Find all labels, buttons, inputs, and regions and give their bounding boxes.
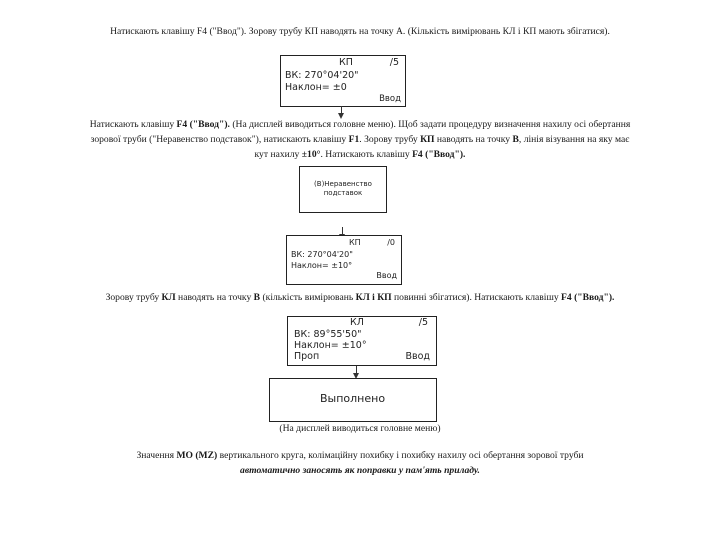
face-label: КП bbox=[349, 238, 361, 247]
page-indicator: /0 bbox=[387, 238, 395, 247]
softkey-enter[interactable]: Ввод bbox=[376, 271, 397, 280]
softkey-enter[interactable]: Ввод bbox=[379, 94, 401, 104]
vertical-angle-readout: ВК: 270°04'20" bbox=[291, 250, 353, 259]
display-screen-2-menu bbox=[299, 166, 387, 213]
display-screen-3 bbox=[286, 235, 402, 285]
flow-arrow-1 bbox=[341, 106, 342, 114]
display-screen-4 bbox=[287, 316, 437, 366]
main-menu-note: (На дисплей виводиться головне меню) bbox=[279, 423, 441, 434]
display-screen-5-done bbox=[269, 378, 437, 422]
inclination-readout: Наклон= ±0 bbox=[285, 82, 347, 93]
menu-option-line-2: подставок bbox=[323, 189, 363, 197]
conclusion-italic-line: автоматично заносять як поправки у пам'ять приладу. bbox=[240, 465, 480, 476]
instruction-paragraph-3: Зорову трубу КЛ наводять на точку B (кількість вимірювань КЛ і КП повинні збігатися). Натискають клавішу F4 ("Ввод"). bbox=[105, 292, 615, 303]
softkey-enter[interactable]: Ввод bbox=[405, 351, 430, 362]
flow-arrow-3 bbox=[356, 366, 357, 374]
vertical-angle-readout: ВК: 270°04'20" bbox=[285, 70, 359, 81]
completed-message: Выполнено bbox=[320, 392, 386, 405]
conclusion-paragraph: Значення MO (MZ) вертикального круга, колімаційну похибку і похибку нахилу осі обертання зорової труби автоматично заносять як поправки у пам'ять приладу. bbox=[60, 448, 660, 478]
face-label: КЛ bbox=[350, 317, 364, 328]
instruction-paragraph-1: Натискають клавішу F4 ("Ввод"). Зорову трубу КП наводять на точку A. (Кількість вимірювань КЛ і КП мають збігатися). bbox=[110, 26, 610, 37]
softkey-skip[interactable]: Проп bbox=[294, 351, 320, 362]
page-indicator: /5 bbox=[389, 57, 399, 68]
page-indicator: /5 bbox=[418, 317, 428, 328]
display-screen-1 bbox=[280, 55, 406, 107]
inclination-readout: Наклон= ±10° bbox=[294, 340, 367, 351]
menu-option-line-1[interactable]: (B)Неравенство bbox=[314, 180, 372, 188]
vertical-angle-readout: ВК: 89°55'50" bbox=[294, 329, 362, 340]
flow-arrow-2 bbox=[342, 227, 343, 235]
instruction-paragraph-2: Натискають клавішу F4 ("Ввод"). (На дисплей виводиться головне меню). Щоб задати процедуру визначення нахилу осі обертання зорової труби ("Неравенство подставок"), натискають клавішу F1. Зорову трубу КП наводять на точку B, лінія візування на яку має кут нахилу ±10°. Натискають клавішу F4 ("Ввод"). bbox=[89, 119, 631, 160]
face-label: КП bbox=[339, 57, 353, 68]
inclination-readout: Наклон= ±10° bbox=[291, 261, 353, 270]
